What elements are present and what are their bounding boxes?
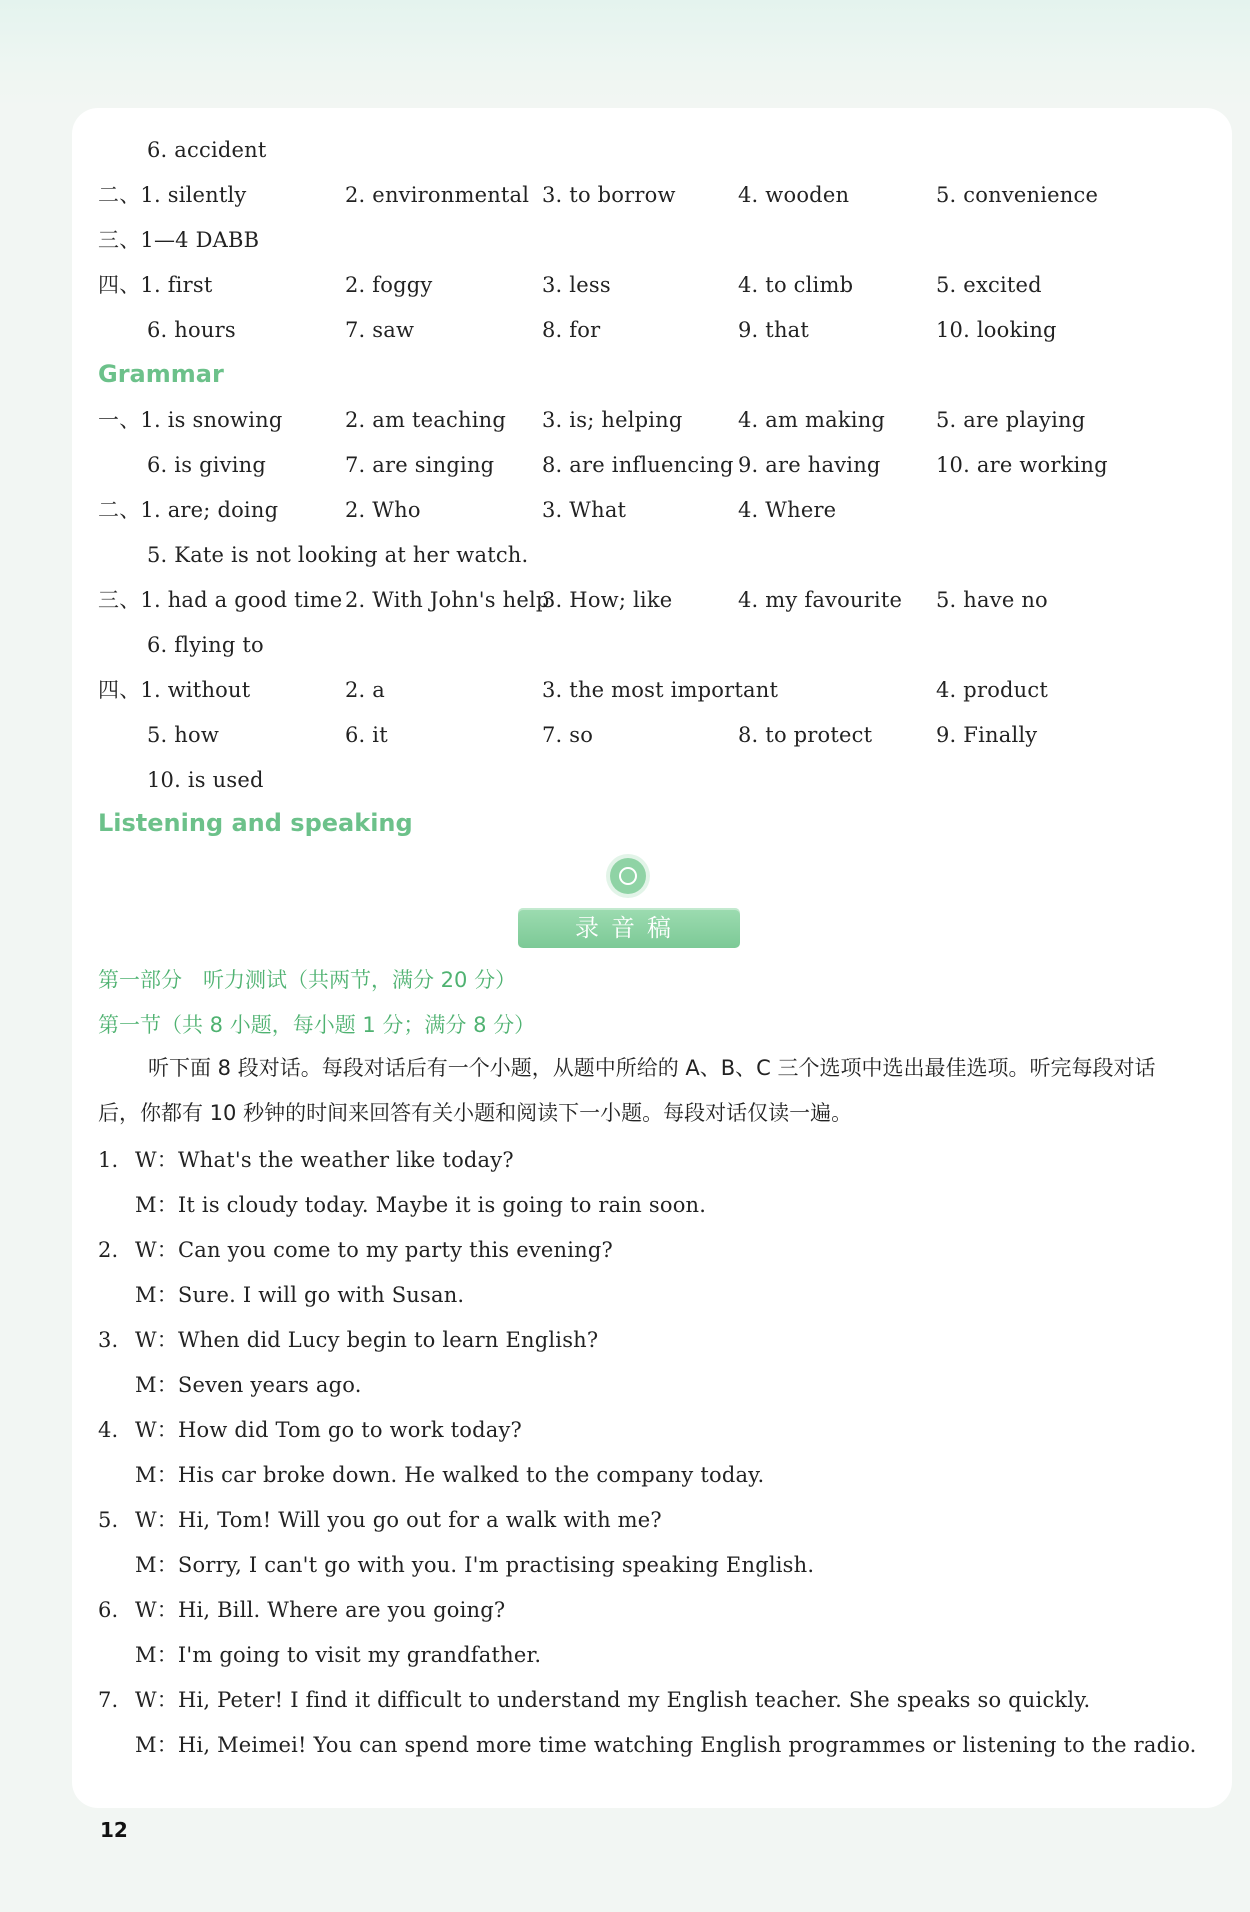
answer-item: 3. How; like — [542, 588, 673, 612]
answer-item: 7. saw — [345, 318, 415, 342]
answer-item: 5. Kate is not looking at her watch. — [147, 543, 529, 567]
answer-item: 4. Where — [738, 498, 837, 522]
answer-item: 8. for — [542, 318, 601, 342]
answer-item: 6. it — [345, 723, 388, 747]
answer-item: 8. to protect — [738, 723, 873, 747]
dialogue-man-line: M：Sorry, I can't go with you. I'm practising speaking English. — [135, 1553, 815, 1577]
answer-item: 4. wooden — [738, 183, 850, 207]
dialogue-woman-line: W：When did Lucy begin to learn English? — [135, 1328, 599, 1352]
answer-item: 3. to borrow — [542, 183, 676, 207]
dialogue-number: 2. — [98, 1238, 119, 1262]
answer-item: 6. flying to — [147, 633, 264, 657]
answer-item: 3. What — [542, 498, 627, 522]
answer-item: 9. that — [738, 318, 810, 342]
answer-item: 5. convenience — [936, 183, 1099, 207]
dialogue-number: 5. — [98, 1508, 119, 1532]
answer-item: 一、1. is snowing — [98, 408, 283, 432]
answer-item: 6. is giving — [147, 453, 266, 477]
answer-item: 2. a — [345, 678, 386, 702]
dialogue-woman-line: W：Hi, Peter! I find it difficult to understand my English teacher. She speaks so quickly. — [135, 1688, 1091, 1712]
dialogue-number: 4. — [98, 1418, 119, 1442]
answer-item: 二、1. are; doing — [98, 498, 279, 522]
answer-item: 7. so — [542, 723, 594, 747]
dialogue-number: 6. — [98, 1598, 119, 1622]
dialogue-man-line: M：Seven years ago. — [135, 1373, 362, 1397]
transcript-badge — [518, 858, 740, 950]
section-title: 第一节（共 8 小题，每小题 1 分；满分 8 分） — [98, 1013, 536, 1037]
page-number: 12 — [100, 1818, 128, 1842]
answer-item: 10. is used — [147, 768, 264, 792]
answer-item: 9. Finally — [936, 723, 1038, 747]
dialogue-number: 3. — [98, 1328, 119, 1352]
answer-item: 四、1. without — [98, 678, 251, 702]
section-heading-grammar: Grammar — [98, 360, 224, 388]
answer-item: 4. am making — [738, 408, 886, 432]
answer-item: 3. the most important — [542, 678, 779, 702]
dialogue-man-line: M：I'm going to visit my grandfather. — [135, 1643, 542, 1667]
dialogue-man-line: M：Hi, Meimei! You can spend more time watching English programmes or listening to the radio. — [135, 1733, 1197, 1757]
dialogue-woman-line: W：Hi, Tom! Will you go out for a walk with me? — [135, 1508, 662, 1532]
answer-item: 4. to climb — [738, 273, 854, 297]
transcript-badge-label: 录音稿 — [518, 908, 740, 948]
answer-item: 6. accident — [147, 138, 267, 162]
dialogue-number: 1. — [98, 1148, 119, 1172]
answer-item: 2. environmental — [345, 183, 530, 207]
answer-item: 9. are having — [738, 453, 881, 477]
answer-item: 二、1. silently — [98, 183, 247, 207]
answer-item: 10. looking — [936, 318, 1057, 342]
answer-item: 10. are working — [936, 453, 1108, 477]
dialogue-man-line: M：It is cloudy today. Maybe it is going to rain soon. — [135, 1193, 707, 1217]
answer-item: 三、1—4 DABB — [98, 228, 260, 252]
instructions: 听下面 8 段对话。每段对话后有一个小题，从题中所给的 A、B、C 三个选项中选出最佳选项。听完每段对话后，你都有 10 秒钟的时间来回答有关小题和阅读下一小题。每段对话仅读一遍。 — [98, 1056, 1156, 1125]
answer-item: 5. how — [147, 723, 220, 747]
part-title: 第一部分 听力测试（共两节，满分 20 分） — [98, 968, 517, 992]
answer-item: 5. excited — [936, 273, 1042, 297]
dialogue-woman-line: W：How did Tom go to work today? — [135, 1418, 523, 1442]
answer-item: 2. am teaching — [345, 408, 506, 432]
answer-item: 4. product — [936, 678, 1049, 702]
answer-item: 三、1. had a good time — [98, 588, 343, 612]
answer-item: 2. foggy — [345, 273, 433, 297]
answer-item: 2. Who — [345, 498, 421, 522]
answer-item: 2. With John's help — [345, 588, 550, 612]
answer-item: 6. hours — [147, 318, 236, 342]
answer-item: 8. are influencing — [542, 453, 734, 477]
dialogue-number: 7. — [98, 1688, 119, 1712]
dialogue-woman-line: W：Can you come to my party this evening? — [135, 1238, 614, 1262]
answer-item: 3. less — [542, 273, 611, 297]
dialogue-man-line: M：Sure. I will go with Susan. — [135, 1283, 465, 1307]
answer-item: 5. are playing — [936, 408, 1086, 432]
dialogue-woman-line: W：What's the weather like today? — [135, 1148, 514, 1172]
dialogue-woman-line: W：Hi, Bill. Where are you going? — [135, 1598, 506, 1622]
page-top-band — [0, 0, 1250, 110]
section-heading-listening: Listening and speaking — [98, 809, 413, 837]
answer-item: 四、1. first — [98, 273, 213, 297]
dialogue-man-line: M：His car broke down. He walked to the company today. — [135, 1463, 765, 1487]
answer-item: 5. have no — [936, 588, 1048, 612]
answer-item: 4. my favourite — [738, 588, 903, 612]
target-icon — [610, 858, 646, 894]
answer-item: 3. is; helping — [542, 408, 683, 432]
answer-item: 7. are singing — [345, 453, 495, 477]
